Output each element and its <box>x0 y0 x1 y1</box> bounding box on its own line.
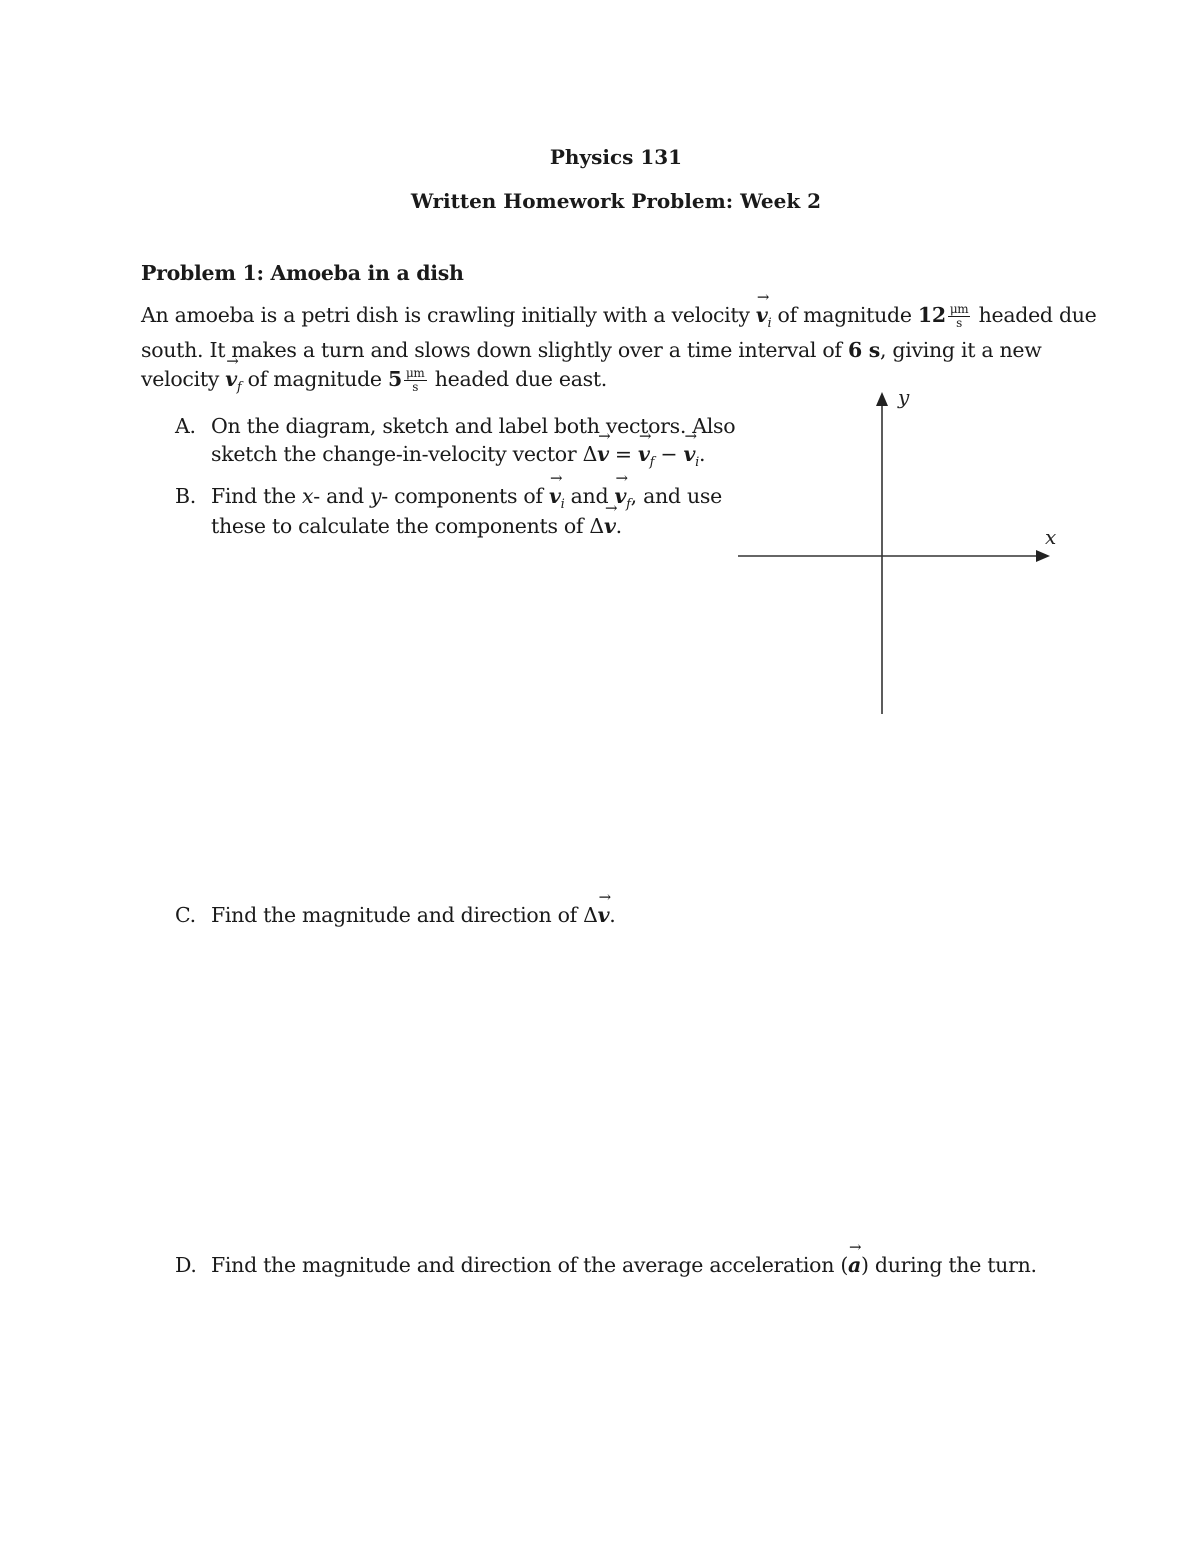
intro-line-1: An amoeba is a petri dish is crawling initially with a velocity → $v_i$ of magnitude 12 $\frac{\mu m}{s}$ headed due <box>141 303 1097 331</box>
part-a-line-2: sketch the change-in-velocity vector Δ→ v = → $v_f$ − → $v_i$. <box>211 442 705 470</box>
part-b-line-2: these to calculate the components of Δ→ v. <box>211 514 622 538</box>
unit-fraction: $\frac{\mu m}{s}$ <box>949 302 969 330</box>
assignment-subtitle: Written Homework Problem: Week 2 <box>410 189 822 213</box>
x-axis-arrowhead <box>1036 550 1050 562</box>
x-axis-label: x <box>1045 525 1057 549</box>
unit-fraction-2: $\frac{\mu m}{s}$ <box>405 366 425 394</box>
course-title: Physics 131 <box>549 145 683 169</box>
part-d: D. Find the magnitude and direction of the average acceleration (→ a) during the turn. <box>175 1253 1037 1277</box>
y-axis-label: y <box>898 385 910 409</box>
problem-heading: Problem 1: Amoeba in a dish <box>141 261 464 285</box>
v-final-symbol: → $v_f$ <box>225 367 241 395</box>
part-c: C. Find the magnitude and direction of Δ→ v. <box>175 903 615 927</box>
coordinate-axes-diagram <box>730 380 1070 720</box>
intro-line-2: south. It makes a turn and slows down slightly over a time interval of 6 s, giving it a new <box>141 338 1042 362</box>
v-initial-symbol: → $v_i$ <box>756 303 771 331</box>
part-a-line-1: A. On the diagram, sketch and label both vectors. Also <box>175 414 736 438</box>
y-axis-arrowhead <box>876 392 888 406</box>
part-b-line-1: B. Find the x- and y- components of → $v_i$ and → $v_f$, and use <box>175 484 722 512</box>
intro-line-3: velocity → $v_f$ of magnitude 5 $\frac{\mu m}{s}$ headed due east. <box>141 367 607 395</box>
